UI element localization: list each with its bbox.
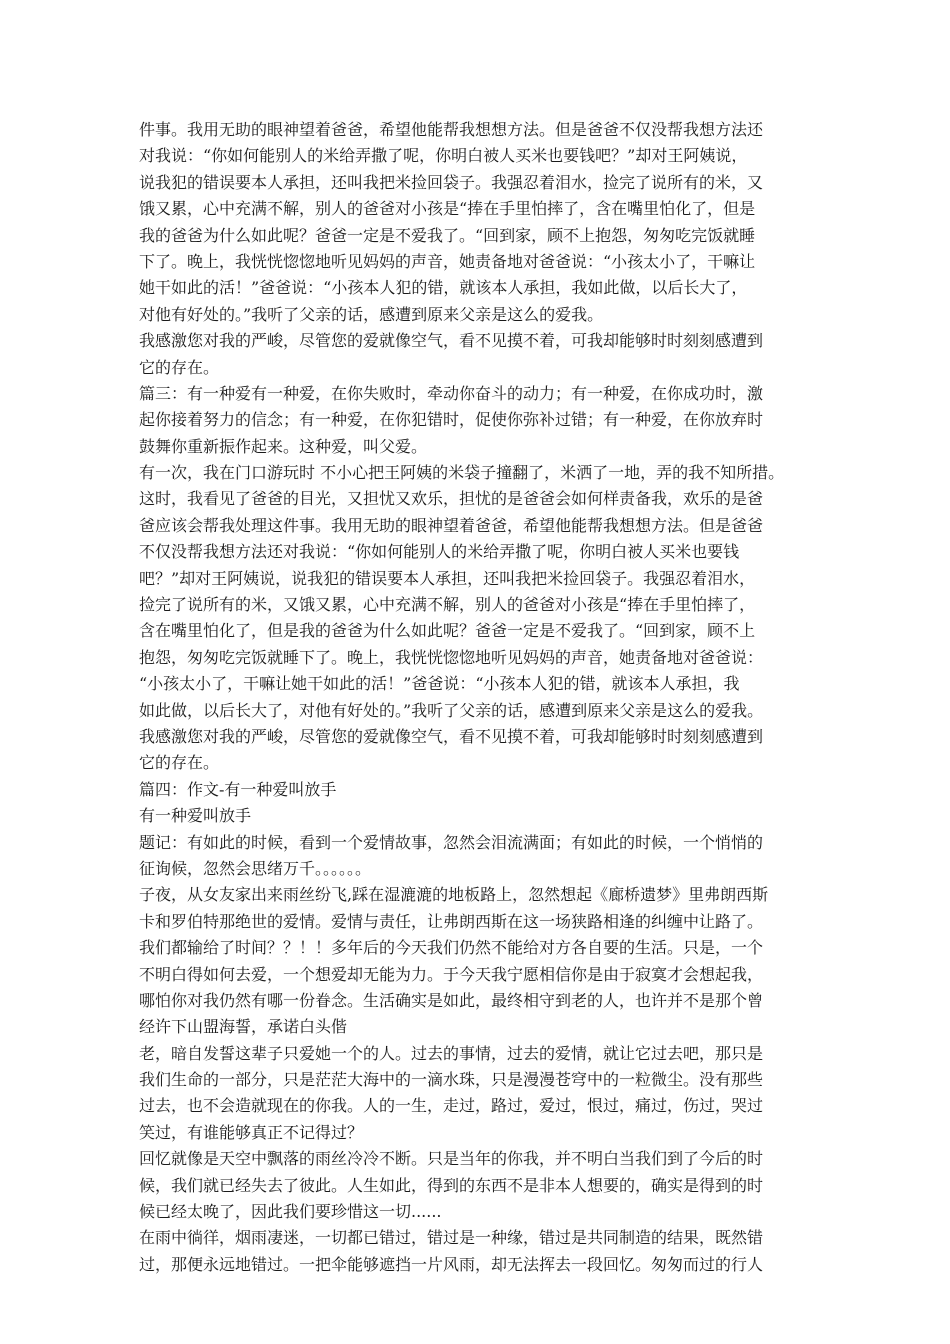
text-line: 我感激您对我的严峻，尽管您的爱就像空气，看不见摸不着，可我却能够时时刻刻感遭到 [139,726,764,746]
text-line: 候已经太晚了，因此我们要珍惜这一切...... [139,1202,442,1222]
text-line: 题记：有如此的时候，看到一个爱情故事，忽然会泪流满面；有如此的时候，一个悄悄的 [139,832,764,852]
text-line: 我们生命的一部分，只是茫茫大海中的一滴水珠，只是漫漫苍穹中的一粒微尘。没有那些 [139,1070,764,1090]
text-line: 吧？”却对王阿姨说，说我犯的错误要本人承担，还叫我把米捡回袋子。我强忍着泪水， [139,568,756,588]
text-line: 它的存在。 [139,753,220,773]
text-line: 抱怨，匆匆吃完饭就睡下了。晚上，我恍恍惚惚地听见妈妈的声音，她责备地对爸爸说： [139,647,764,667]
text-line: 这时，我看见了爸爸的目光，又担忧又欢乐，担忧的是爸爸会如何样责备我，欢乐的是爸 [139,489,764,509]
text-line: 如此做，以后长大了，对他有好处的。”我听了父亲的话，感遭到原来父亲是这么的爱我。 [139,700,764,720]
text-line: 说我犯的错误要本人承担，还叫我把米捡回袋子。我强忍着泪水，捡完了说所有的米，又 [139,172,764,192]
text-line: 不仅没帮我想方法还对我说：“你如何能别人的米给弄撒了呢，你明白被人买米也要钱 [139,542,740,562]
text-line: 我感激您对我的严峻，尽管您的爱就像空气，看不见摸不着，可我却能够时时刻刻感遭到 [139,331,764,351]
text-line: 篇三：有一种爱有一种爱，在你失败时，牵动你奋斗的动力；有一种爱，在你成功时，激 [139,383,764,403]
text-line: 我的爸爸为什么如此呢？爸爸一定是不爱我了。“回到家，顾不上抱怨，匆匆吃完饭就睡 [139,225,756,245]
text-line: 经许下山盟海誓，承诺白头偕 [139,1017,348,1037]
text-line: 下了。晚上，我恍恍惚惚地听见妈妈的声音，她责备地对爸爸说：“小孩太小了，干嘛让 [139,251,756,271]
text-line: 饿又累，心中充满不解，别人的爸爸对小孩是“捧在手里怕摔了，含在嘴里怕化了，但是 [139,199,756,219]
text-line: 我们都输给了时间？？！！多年后的今天我们仍然不能给对方各自要的生活。只是，一个 [139,938,764,958]
text-line: 笑过，有谁能够真正不记得过？ [139,1122,364,1142]
text-line: 候，我们就已经失去了彼此。人生如此，得到的东西不是非本人想要的，确实是得到的时 [139,1175,764,1195]
text-line: 在雨中徜徉，烟雨凄迷，一切都已错过，错过是一种缘，错过是共同制造的结果，既然错 [139,1228,764,1248]
text-line: 篇四：作文-有一种爱叫放手 [139,779,337,799]
text-line: “小孩太小了，干嘛让她干如此的活！”爸爸说：“小孩本人犯的错，就该本人承担，我 [139,674,740,694]
text-line: 过，那便永远地错过。一把伞能够遮挡一片风雨，却无法挥去一段回忆。匆匆而过的行人 [139,1254,764,1274]
text-line: 卡和罗伯特那绝世的爱情。爱情与责任，让弗朗西斯在这一场狭路相逢的纠缠中让路了。 [139,911,764,931]
text-line: 有一次，我在门口游玩时 不小心把王阿姨的米袋子撞翻了，米洒了一地，弄的我不知所措。 [139,463,785,483]
text-line: 对他有好处的。”我听了父亲的话，感遭到原来父亲是这么的爱我。 [139,304,604,324]
text-line: 对我说：“你如何能别人的米给弄撒了呢，你明白被人买米也要钱吧？”却对王阿姨说， [139,146,748,166]
text-line: 件事。我用无助的眼神望着爸爸，希望他能帮我想想方法。但是爸爸不仅没帮我想方法还 [139,120,764,139]
text-line: 她干如此的活！”爸爸说：“小孩本人犯的错，就该本人承担，我如此做，以后长大了， [139,278,748,298]
text-line: 爸应该会帮我处理这件事。我用无助的眼神望着爸爸，希望他能帮我想想方法。但是爸爸 [139,515,764,535]
text-line: 不明白得如何去爱，一个想爱却无能为力。于今天我宁愿相信你是由于寂寞才会想起我， [139,964,764,984]
text-line: 征询候，忽然会思绪万千。。。。。。 [139,858,372,878]
text-line: 它的存在。 [139,357,220,377]
text-line: 有一种爱叫放手 [139,806,252,826]
document-body [139,117,814,1278]
text-line: 子夜，从女友家出来雨丝纷飞,踩在湿漉漉的地板路上，忽然想起《廊桥遗梦》里弗朗西斯 [139,885,769,905]
text-line: 鼓舞你重新振作起来。这种爱，叫父爱。 [139,436,428,456]
text-line: 捡完了说所有的米，又饿又累，心中充满不解，别人的爸爸对小孩是“捧在手里怕摔了， [139,595,756,615]
text-line: 过去，也不会造就现在的你我。人的一生，走过，路过，爱过，恨过，痛过，伤过，哭过 [139,1096,764,1116]
text-line: 回忆就像是天空中飘落的雨丝冷冷不断。只是当年的你我，并不明白当我们到了今后的时 [139,1149,764,1169]
text-line: 含在嘴里怕化了，但是我的爸爸为什么如此呢？爸爸一定是不爱我了。“回到家，顾不上 [139,621,756,641]
text-line: 哪怕你对我仍然有哪一份眷念。生活确实是如此，最终相守到老的人，也许并不是那个曾 [139,990,764,1010]
text-line: 起你接着努力的信念；有一种爱，在你犯错时，促使你弥补过错；有一种爱，在你放弃时 [139,410,764,430]
text-line: 老，暗自发誓这辈子只爱她一个的人。过去的事情，过去的爱情，就让它过去吧，那只是 [139,1043,764,1063]
